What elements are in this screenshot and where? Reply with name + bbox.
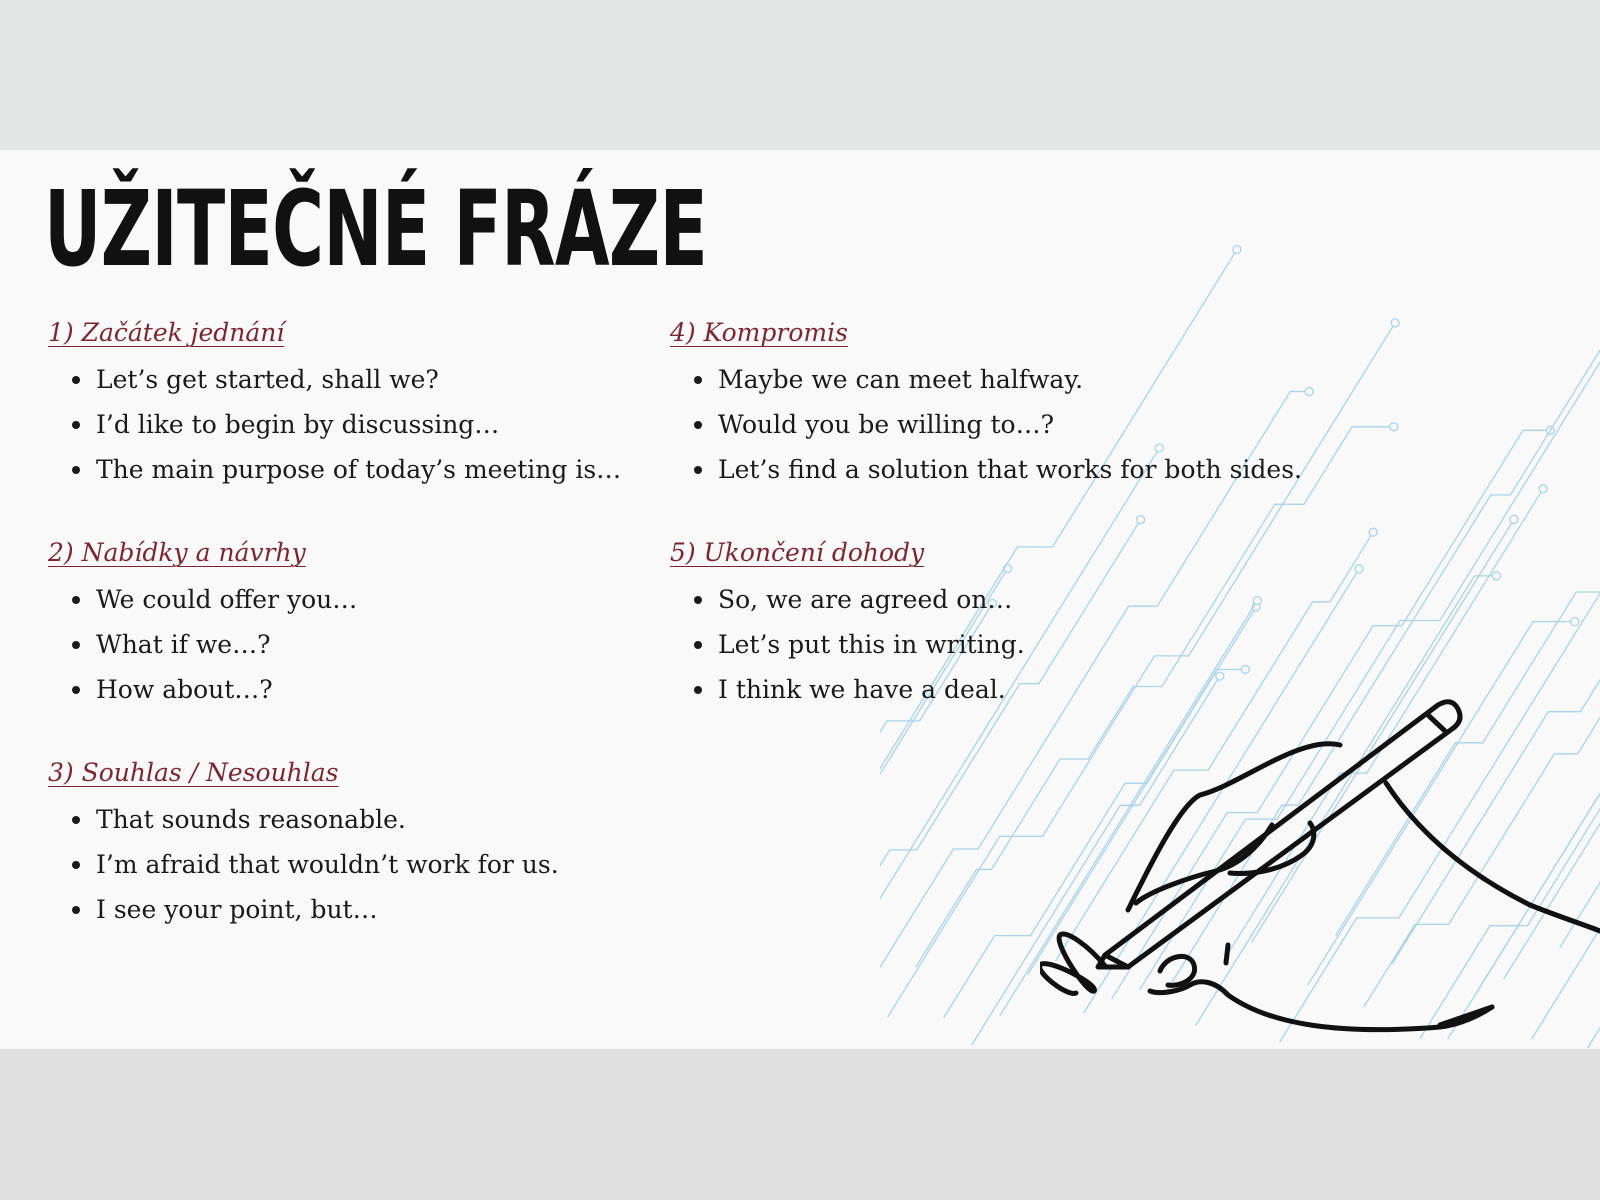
circuit-node xyxy=(1571,618,1579,626)
circuit-node xyxy=(1539,485,1547,493)
phrase-item: I think we have a deal. xyxy=(670,667,1290,712)
circuit-node xyxy=(1492,572,1500,580)
phrase-item: What if we…? xyxy=(48,622,668,667)
phrase-item: I’d like to begin by discussing… xyxy=(48,402,668,447)
section-compromise xyxy=(670,316,1302,492)
circuit-node xyxy=(1355,565,1363,573)
circuit-node xyxy=(1510,515,1518,523)
phrase-item: So, we are agreed on… xyxy=(670,577,1290,622)
page-title: UŽITEČNÉ FRÁZE xyxy=(44,168,708,290)
circuit-node xyxy=(1390,423,1398,431)
section-heading: 2) Nabídky a návrhy xyxy=(48,538,306,567)
section-heading: 5) Ukončení dohody xyxy=(670,538,925,567)
phrase-item: Let’s find a solution that works for both sides. xyxy=(670,447,1290,492)
slide xyxy=(0,150,1600,1049)
hand-writing-signature-icon xyxy=(1040,695,1600,1049)
phrase-item: I see your point, but… xyxy=(48,887,668,932)
bottom-letterbox xyxy=(0,1049,1600,1200)
circuit-node xyxy=(1305,388,1313,396)
section-heading: 1) Začátek jednání xyxy=(48,318,285,347)
section-heading: 4) Kompromis xyxy=(670,318,848,347)
section-closing xyxy=(670,536,1290,712)
phrase-list xyxy=(48,797,668,932)
circuit-node xyxy=(1369,528,1377,536)
phrase-item: Would you be willing to…? xyxy=(670,402,1290,447)
phrase-item: Let’s get started, shall we? xyxy=(48,357,668,402)
phrase-list xyxy=(48,357,668,492)
phrase-item: I’m afraid that wouldn’t work for us. xyxy=(48,842,668,887)
top-letterbox xyxy=(0,0,1600,150)
section-opening xyxy=(48,316,668,492)
circuit-node xyxy=(1391,319,1399,327)
section-agreement xyxy=(48,756,668,932)
phrase-list xyxy=(670,577,1290,712)
section-heading: 3) Souhlas / Nesouhlas xyxy=(48,758,339,787)
phrase-item: Maybe we can meet halfway. xyxy=(670,357,1290,402)
circuit-node xyxy=(1137,516,1145,524)
phrase-item: Let’s put this in writing. xyxy=(670,622,1290,667)
phrase-list xyxy=(670,357,1302,492)
phrase-item: How about…? xyxy=(48,667,668,712)
phrase-item: We could offer you… xyxy=(48,577,668,622)
section-offers xyxy=(48,536,668,712)
phrase-list xyxy=(48,577,668,712)
phrase-item: That sounds reasonable. xyxy=(48,797,668,842)
phrase-item: The main purpose of today’s meeting is… xyxy=(48,447,668,492)
circuit-node xyxy=(1233,246,1241,254)
